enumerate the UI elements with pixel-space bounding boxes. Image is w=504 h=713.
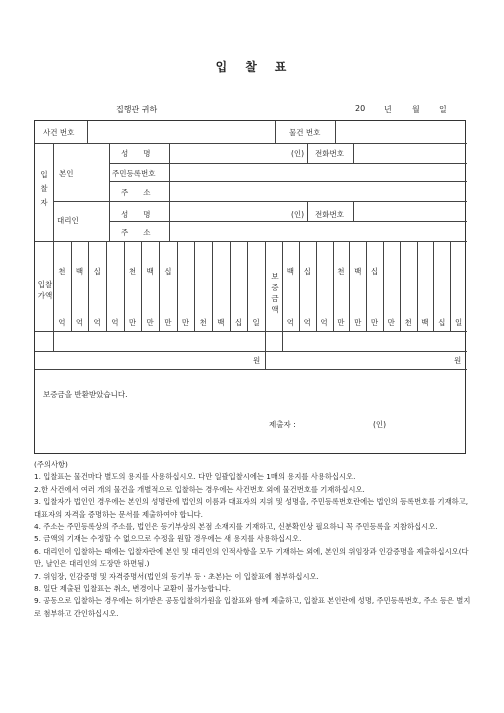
- divider: [109, 181, 467, 182]
- bid-unit-top: 백: [75, 267, 84, 276]
- deposit-unit-top: 십: [370, 267, 379, 276]
- deposit-unit-bottom: 억: [303, 318, 311, 327]
- divider: [35, 369, 467, 370]
- note-item: 1. 입찰표는 물건마다 별도의 용지를 사용하십시오. 다만 일괄입찰시에는 1매의 용지를 사용하십시오.: [34, 472, 356, 482]
- divider: [265, 241, 266, 369]
- note-item: 2.한 사건에서 여러 개의 물건을 개별적으로 입찰하는 경우에는 사건번호 외에 물건번호를 기재하십시오.: [34, 484, 365, 494]
- agent-label: 대리인: [57, 216, 79, 225]
- divider: [53, 143, 54, 241]
- bid-unit-bottom: 만: [146, 318, 154, 327]
- addressee: 집행관 귀하: [116, 105, 158, 114]
- principal-seal: (인): [291, 149, 305, 158]
- bid-unit-bottom: 억: [111, 318, 119, 327]
- note-item: 3. 입찰자가 법인인 경우에는 본인의 성명란에 법인의 이름과 대표자의 지위 및 성명을, 주민등록번호란에는 법인의 등록번호를 기재하고, 대표자의 자격을 증명하는 문서를 제출하여야 합니다.: [34, 497, 469, 519]
- divider: [53, 201, 467, 202]
- bid-unit-bottom: 일: [252, 318, 260, 327]
- agent-phone-label: 전화번호: [315, 210, 344, 219]
- bid-form-table: [34, 120, 466, 454]
- notes-heading: (주의사항): [34, 460, 68, 469]
- principal-reg-no-label: 주민등록번호: [112, 169, 156, 178]
- divider: [307, 201, 308, 221]
- bid-unit-top: 천: [128, 267, 137, 276]
- divider: [35, 331, 467, 332]
- bid-unit-bottom: 억: [75, 318, 84, 327]
- divider: [109, 143, 110, 241]
- agent-address-label: 주 소: [121, 228, 151, 237]
- divider: [109, 221, 467, 222]
- title-char: 표: [274, 60, 289, 74]
- deposit-label-char: 액: [271, 305, 279, 314]
- bid-amount-label: [37, 279, 53, 301]
- divider: [275, 121, 276, 143]
- date-day: 일: [439, 105, 447, 114]
- divider: [35, 143, 467, 144]
- bid-unit-bottom: 백: [217, 318, 225, 327]
- deposit-unit-bottom: 일: [454, 318, 463, 327]
- date-year: 20: [355, 104, 366, 113]
- note-item: 6. 대리인이 입찰하는 때에는 입찰자란에 본인 및 대리인의 인적사항을 모두 기재하는 외에, 본인의 위임장과 인감증명을 제출하십시오(다만, 날인은 대리인의 도장만 하면됨.): [34, 546, 469, 569]
- deposit-unit-top: 백: [354, 267, 362, 276]
- deposit-unit-top: 백: [286, 267, 295, 276]
- divider: [109, 163, 467, 164]
- bid-unit-top: 백: [146, 267, 154, 276]
- agent-name-label: 성 명: [121, 210, 151, 219]
- bid-unit-bottom: 만: [164, 318, 172, 327]
- principal-phone-label: 전화번호: [315, 149, 344, 158]
- note-item: 7. 위임장, 인감증명 및 자격증명서(법인의 등기부 등ㆍ초본)는 이 입찰표에 첨부하십시오.: [34, 571, 319, 581]
- divider: [35, 241, 467, 242]
- bidder-section-char: 찰: [40, 184, 48, 193]
- divider: [282, 241, 283, 351]
- principal-name-label: 성 명: [121, 149, 151, 158]
- note-item: 4. 주소는 주민등록상의 주소를, 법인은 등기부상의 본점 소재지를 기재하고, 신분확인상 필요하니 꼭 주민등록을 지참하십시오.: [34, 522, 438, 532]
- deposit-label: [269, 271, 281, 315]
- divider: [53, 241, 54, 351]
- deposit-returned-text: 보증금을 반환받았습니다.: [43, 390, 128, 399]
- deposit-label-char: 보: [271, 272, 279, 281]
- date-month: 월: [412, 105, 420, 114]
- deposit-unit-bottom: 천: [404, 318, 412, 327]
- bid-unit-bottom: 만: [128, 318, 137, 327]
- bid-unit-bottom: 억: [93, 318, 101, 327]
- divider: [335, 121, 336, 143]
- principal-label: 본인: [59, 169, 74, 178]
- bid-unit-bottom: 천: [199, 318, 207, 327]
- document-title: [0, 58, 504, 75]
- bid-unit-top: 십: [93, 267, 101, 276]
- case-no-label: 사건 번호: [43, 128, 75, 137]
- note-item: 5. 금액의 기재는 수정할 수 없으므로 수정을 원할 경우에는 새 용지를 사용하십시오.: [34, 534, 302, 544]
- deposit-unit-bottom: 만: [354, 318, 362, 327]
- deposit-unit-top: 천: [337, 267, 345, 276]
- deposit-unit-bottom: 백: [421, 318, 429, 327]
- agent-seal: (인): [291, 210, 305, 219]
- deposit-unit-top: 십: [303, 267, 311, 276]
- bid-won-label: 원: [253, 356, 261, 365]
- notes-section: [34, 459, 474, 620]
- bid-unit-bottom: 만: [181, 318, 190, 327]
- deposit-unit-bottom: 억: [320, 318, 328, 327]
- deposit-label-char: 증: [271, 283, 279, 292]
- submitter-seal: (인): [373, 420, 387, 429]
- bidder-section-char: 자: [40, 198, 48, 207]
- note-item: 8. 일단 제출된 입찰표는 취소, 변경이나 교환이 불가능합니다.: [34, 584, 232, 594]
- item-no-label: 물건 번호: [289, 128, 321, 137]
- bid-unit-top: 십: [164, 267, 172, 276]
- divider: [353, 143, 354, 163]
- bid-amount-label-line: 가액: [37, 291, 53, 300]
- divider: [35, 351, 467, 352]
- bidder-section-char: 입: [40, 170, 48, 179]
- principal-address-label: 주 소: [121, 188, 151, 197]
- divider: [87, 121, 88, 143]
- deposit-unit-bottom: 만: [370, 318, 379, 327]
- title-char: 입: [215, 60, 230, 74]
- deposit-unit-bottom: 만: [337, 318, 345, 327]
- bidder-section-label: [38, 168, 50, 210]
- bid-amount-label-line: 입찰: [37, 280, 53, 289]
- divider: [353, 201, 354, 221]
- deposit-unit-bottom: 억: [286, 318, 295, 327]
- bid-unit-bottom: 십: [234, 318, 243, 327]
- submitter-label: 제출자 :: [269, 420, 296, 429]
- bid-unit-bottom: 억: [58, 318, 66, 327]
- note-item: 9. 공동으로 입찰하는 경우에는 허가받은 공동입찰허가원을 입찰표와 함께 제출하고, 입찰표 본인란에 성명, 주민등록번호, 주소 등은 별지로 첨부하고 간인하십시오.: [34, 596, 471, 618]
- bid-unit-top: 천: [58, 267, 66, 276]
- deposit-unit-bottom: 십: [438, 318, 446, 327]
- title-char: 찰: [245, 60, 259, 74]
- deposit-won-label: 원: [454, 356, 462, 365]
- deposit-unit-bottom: 만: [387, 318, 395, 327]
- date-year-unit: 년: [384, 105, 392, 114]
- divider: [169, 143, 170, 241]
- deposit-label-char: 금: [271, 294, 279, 303]
- divider: [307, 143, 308, 163]
